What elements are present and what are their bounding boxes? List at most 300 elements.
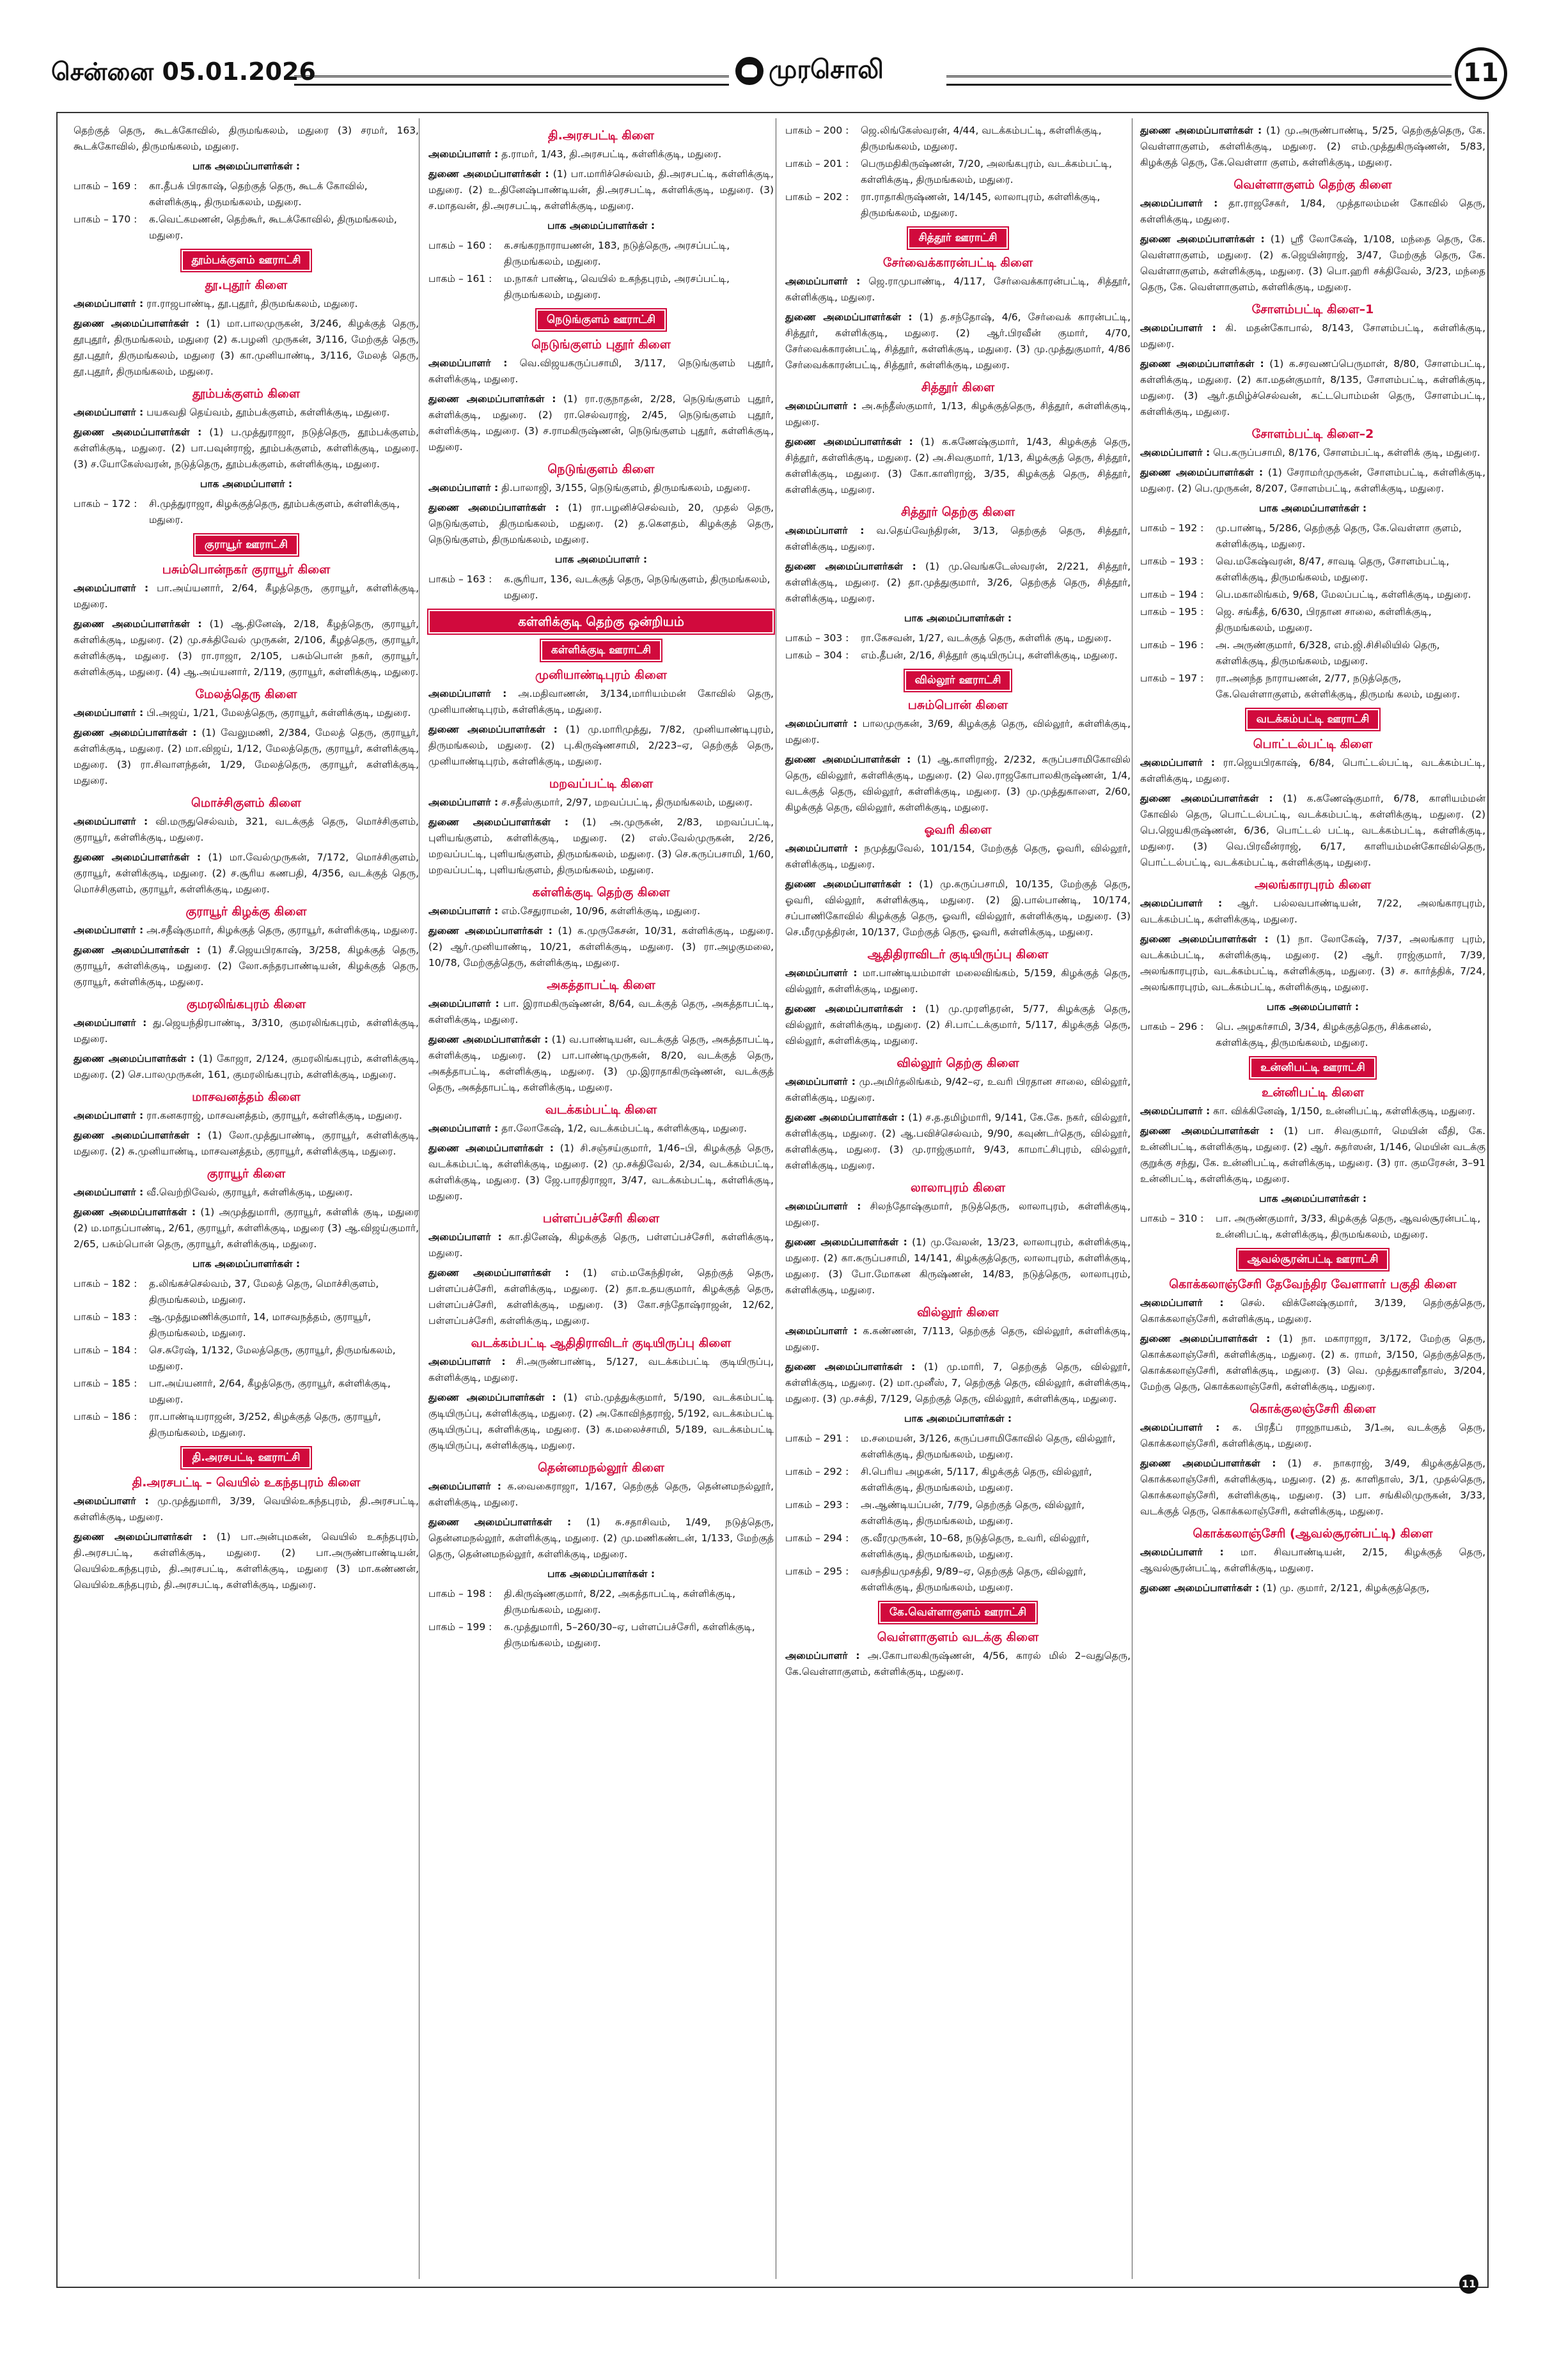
booth-number: பாகம் – 292 : (785, 1466, 849, 1477)
branch-heading: அகத்தாபட்டி கிளை (547, 978, 655, 992)
entry-text: கா. விக்கினேஷ், 1/150, உன்னிபட்டி, கள்ளிக்குடி, மதுரை. (1210, 1105, 1476, 1117)
branch-heading: உன்னிபட்டி கிளை (1261, 1085, 1365, 1100)
role-label: துணை அமைப்பாளர்கள் : (1140, 1458, 1276, 1469)
brand (735, 55, 884, 88)
entry-text: (1) பா.அன்புமகன், வெயில் உகந்தபுரம், தி.அரசபட்டி, கள்ளிக்குடி, மதுரை. (2) பா.அருண்பாண்டியன், வெயில்உகந்தபுரம், தி.அரசபட்டி, கள்ளிக்குடி, மதுரை (3) மா.கண்ணன், வெயில்உகந்தபுரம், தி.அரசபட்டி, கள்ளிக்குடி, மதுரை. (74, 1531, 419, 1591)
role-label: துணை அமைப்பாளர்கள் : (1140, 233, 1265, 245)
booth-entry (785, 123, 1131, 155)
entry-paragraph (74, 123, 419, 155)
entry-paragraph (428, 1265, 774, 1329)
booth-number: பாகம் – 197 : (1140, 673, 1204, 684)
section-banner: கள்ளிக்குடி தெற்கு ஒன்றியம் (428, 610, 774, 634)
column-3 (785, 121, 1131, 1684)
role-label: துணை அமைப்பாளர்கள் : (1140, 1125, 1274, 1137)
booth-number: பாகம் – 202 : (785, 191, 849, 203)
branch-heading: வெள்ளாகுளம் வடக்கு கிளை (877, 1630, 1039, 1644)
entry-paragraph (785, 1074, 1131, 1106)
entry-paragraph (428, 903, 774, 919)
entry-paragraph (74, 705, 419, 721)
booth-entry (74, 1376, 419, 1408)
entry-text: (1) சி.சஞ்சய்குமார், 1/46–பி, கிழக்குத் தெரு, வடக்கம்பட்டி, கள்ளிக்குடி, மதுரை. (2) மு.சக்திவேல், 2/34, வடக்கம்பட்டி, கள்ளிக்குடி, மதுரை. (3) ஜே.பாரதிராஜா, 3/47, வடக்கம்பட்டி, கள்ளிக்குடி, மதுரை. (428, 1142, 774, 1202)
booth-entry (74, 496, 419, 528)
entry-paragraph (1140, 1103, 1485, 1119)
role-label: துணை அமைப்பாளர்கள் : (428, 393, 556, 405)
booth-organizer: வெ.மகேஷ்வரன், 8/47, சாவடி தெரு, சோளம்பட்டி, கள்ளிக்குடி, திருமங்கலம், மதுரை. (1216, 556, 1450, 583)
role-label: அமைப்பாளர் : (785, 525, 865, 536)
entry-text: (1) வேலுமணி, 2/384, மேலத் தெரு, குராயூர், கள்ளிக்குடி, மதுரை. (2) மா.விஜய், 1/12, மேலத்தெரு, குராயூர், கள்ளிக்குடி, மதுரை. (3) ரா.சிவாளந்தன், 1/29, மேலத்தெரு, குராயூர், கள்ளிக்குடி, மதுரை. (74, 727, 419, 786)
entry-paragraph (428, 722, 774, 770)
entry-paragraph (428, 814, 774, 878)
role-label: அமைப்பாளர் : (428, 357, 508, 369)
entry-text: (1) அ.முருகன், 2/83, மறவப்பட்டி, புளியங்குளம், கள்ளிக்குடி, மதுரை. (2) எஸ்.வேல்முருகன், 2/26, மறவப்பட்டி, புளியங்குளம், திருமங்கலம், மதுரை. (3) செ.கருப்பசாமி, 1/60, மறவப்பட்டி, புளியங்குளம், திருமங்கலம், மதுரை. (428, 816, 774, 876)
entry-paragraph (785, 716, 1131, 748)
booth-organizer: த.லிங்கச்செல்வம், 37, மேலத் தெரு, மொச்சிகுளம், திருமங்கலம், மதுரை. (149, 1278, 379, 1305)
entry-text: (1) ஆ.காளிராஜ், 2/232, கருப்பசாமிகோவில் தெரு, வில்லூர், கள்ளிக்குடி, மதுரை. (2) லெ.ராஜகோபாலகிருஷ்ணன், 1/4, வடக்குத் தெரு, வில்லூர், கள்ளிக்குடி, மதுரை. (3) மு.முத்துகாளை, 2/60, கிழக்குத் தெரு, வில்லூர், கள்ளிக்குடி, மதுரை. (785, 754, 1131, 813)
entry-text: ச.சதீஸ்குமார், 2/97, மறவப்பட்டி, திருமங்கலம், மதுரை. (498, 797, 753, 808)
role-label: துணை அமைப்பாளர்கள் : (428, 502, 560, 513)
entry-paragraph (1140, 123, 1485, 171)
entry-text: (1) மு.வேலன், 13/23, லாலாபுரம், கள்ளிக்குடி, மதுரை. (2) கா.கருப்பசாமி, 14/141, கிழக்குத்தெரு, லாலாபுரம், கள்ளிக்குடி, மதுரை. (3) போ.மோகன கிருஷ்ணன், 14/83, நடுத்தெரு, லாலாபுரம், கள்ளிக்குடி, மதுரை. (785, 1236, 1131, 1296)
role-label: அமைப்பாளர் : (785, 1650, 860, 1661)
branch-heading: பொட்டல்பட்டி கிளை (1253, 737, 1373, 751)
entry-text: க. பிரதீப் ராஜநாயகம், 3/1அ, வடக்குத் தெரு, கொக்கலாஞ்சேரி, கள்ளிக்குடி, மதுரை. (1140, 1422, 1485, 1449)
entry-text: (1) நா. லோகேஷ், 7/37, அலங்கார புரம், வடக்கம்பட்டி, கள்ளிக்குடி, மதுரை. (2) ஆர். ராஜ்குமார், 7/39, அலங்காரபுரம், வடக்கம்பட்டி, கள்ளிக்குடி, மதுரை. (3) ச. கார்த்திக், 7/24, அலங்காரபுரம், வடக்கம்பட்டி, கள்ளிக்குடி, மதுரை. (1140, 933, 1486, 993)
entry-text: (1) கோஜா, 2/124, குமரலிங்கபுரம், கள்ளிக்குடி, மதுரை. (2) செ.பாலமுருகன், 161, குமரலிங்கபுரம், கள்ளிக்குடி, மதுரை. (74, 1053, 419, 1080)
booth-organizer: க.வெட்கமணன், தெற்கூர், கூடக்கோவில், திருமங்கலம், மதுரை. (149, 214, 397, 241)
booth-entry (428, 238, 774, 270)
entry-text: மு.முத்துமாரி, 3/39, வெயில்உகந்தபுரம், தி.அரசபட்டி, கள்ளிக்குடி, மதுரை. (74, 1495, 419, 1523)
role-label: துணை அமைப்பாளர்கள் : (74, 618, 202, 630)
entry-paragraph (785, 559, 1131, 607)
entry-paragraph (785, 434, 1131, 498)
entry-paragraph (74, 1051, 419, 1083)
section-banner: கே.வெள்ளாகுளம் ஊராட்சி (879, 1602, 1037, 1623)
section-banner: கள்ளிக்குடி ஊராட்சி (541, 640, 661, 661)
entry-paragraph (785, 752, 1131, 816)
branch-heading: குராயூர் கிளை (207, 1167, 286, 1181)
booth-organizer: தி.கிருஷ்ணகுமார், 8/22, அகத்தாபட்டி, கள்ளிக்குடி, திருமங்கலம், மதுரை. (504, 1588, 736, 1615)
booth-organizer: மு.பாண்டி, 5/286, தெற்குத் தெரு, கே.வெள்ளா குளம், கள்ளிக்குடி, மதுரை. (1216, 522, 1462, 550)
entry-text: கி. மதன்கோபால், 8/143, சோளம்பட்டி, கள்ளிக்குடி, மதுரை. (1140, 322, 1486, 350)
entry-text: ரா.ஜெயபிரகாஷ், 6/84, பொட்டல்பட்டி, வடக்கம்பட்டி, கள்ளிக்குடி, மதுரை. (1140, 757, 1485, 784)
rising-sun-logo-icon (735, 57, 764, 85)
entry-text: பா.அய்யனார், 2/64, கீழத்தெரு, குராயூர், கள்ளிக்குடி, மதுரை. (74, 582, 419, 610)
booth-number: பாகம் – 201 : (785, 158, 849, 169)
role-label: அமைப்பாளர் : (785, 1201, 861, 1212)
branch-heading: தென்னமநல்லூர் கிளை (538, 1461, 664, 1475)
entry-paragraph (785, 1001, 1131, 1049)
role-label: அமைப்பாளர் : (428, 148, 499, 160)
role-label: அமைப்பாளர் : (428, 797, 499, 808)
booth-number: பாகம் – 184 : (74, 1344, 137, 1356)
column-4 (1140, 121, 1485, 1600)
booth-organizer: ஜெ.லிங்கேஸ்வரன், 4/44, வடக்கம்பட்டி, கள்ளிக்குடி, திருமங்கலம், மதுரை. (861, 125, 1102, 152)
edition-date: சென்னை 05.01.2026 (51, 58, 316, 86)
branch-heading: சோளம்பட்டி கிளை–2 (1251, 427, 1374, 441)
booth-entry (1140, 604, 1485, 636)
role-label: அமைப்பாளர் : (428, 1356, 506, 1367)
entry-text: வி.மருதுசெல்வம், 321, வடக்குத் தெரு, மொச்சிகுளம், குராயூர், கள்ளிக்குடி, மதுரை. (74, 816, 419, 843)
role-label: துணை அமைப்பாளர்கள் : (785, 1003, 916, 1015)
booth-organizer: ரா.ராதாகிருஷ்ணன், 14/145, லாலாபுரம், கள்ளிக்குடி, திருமங்கலம், மதுரை. (861, 191, 1100, 219)
masthead (38, 45, 1503, 102)
entry-text: (1) மு.வெங்கடேஸ்வரன், 2/221, சித்தூர், கள்ளிக்குடி, மதுரை. (2) தா.முத்துகுமார், 3/26, தெற்குத் தெரு, சித்தூர், கள்ளிக்குடி, மதுரை. (785, 561, 1131, 604)
entry-paragraph (1140, 1123, 1485, 1187)
role-label: துணை அமைப்பாளர்கள் : (74, 1531, 207, 1543)
entry-text: செல். விக்னேஷ்குமார், 3/139, தெற்குத்தெரு, கொக்கலாஞ்சேரி, கள்ளிக்குடி, மதுரை. (1140, 1297, 1485, 1325)
role-label: அமைப்பாளர் : (74, 1186, 144, 1198)
role-label: அமைப்பாளர் : (74, 1017, 147, 1029)
booth-number: பாகம் – 200 : (785, 125, 849, 136)
booth-entry (785, 630, 1131, 646)
role-label: அமைப்பாளர் : (1140, 757, 1215, 768)
entry-text: (1) சீ.ஜெயபிரகாஷ், 3/258, கிழக்குத் தெரு, குராயூர், கள்ளிக்குடி, மதுரை. (2) லோ.சுந்தரபாண்டியன், கிழக்குத் தெரு, குராயூர், கள்ளிக்குடி, மதுரை. (74, 944, 419, 988)
entry-text: ரா.கனகராஜ், மாசவனத்தம், குராயூர், கள்ளிக்குடி, மதுரை. (143, 1110, 402, 1121)
entry-text: ஜெ.ராமுபாண்டி, 4/117, சேர்வைக்காரன்பட்டி, சித்தூர், கள்ளிக்குடி, மதுரை. (785, 276, 1131, 303)
role-label: துணை அமைப்பாளர்கள் : (74, 1130, 201, 1141)
entry-paragraph (1140, 1544, 1485, 1576)
entry-paragraph (1140, 1456, 1485, 1520)
branch-heading: தூம்பக்குளம் கிளை (192, 387, 301, 401)
entry-text: வ.தெய்வேந்திரன், 3/13, தெற்குத் தெரு, சித்தூர், கள்ளிக்குடி, மதுரை. (785, 525, 1131, 552)
booth-entry (428, 1619, 774, 1651)
entry-paragraph (1140, 931, 1485, 995)
footer-page-number: 11 (1459, 2275, 1478, 2294)
role-label: அமைப்பாளர் : (1140, 322, 1216, 334)
entry-paragraph (785, 1323, 1131, 1355)
branch-heading: தூ.புதூர் கிளை (205, 278, 288, 292)
entry-paragraph (74, 1529, 419, 1593)
entry-paragraph (428, 355, 774, 387)
entry-paragraph (785, 1199, 1131, 1231)
entry-paragraph (785, 398, 1131, 430)
booth-entry (1140, 671, 1485, 703)
role-label: அமைப்பாளர் : (1140, 1422, 1220, 1433)
entry-text: மு.அமிர்தலிங்கம், 9/42–ஏ, உவரி பிரதான சாலை, வில்லூர், கள்ளிக்குடி, மதுரை. (785, 1076, 1131, 1103)
booth-entry (1140, 587, 1485, 603)
role-label: துணை அமைப்பாளர்கள் : (1140, 125, 1262, 136)
role-label: அமைப்பாளர் : (428, 482, 499, 494)
entry-paragraph (428, 1354, 774, 1386)
entry-paragraph (428, 391, 774, 455)
role-label: துணை அமைப்பாளர்கள் : (785, 436, 913, 447)
entry-paragraph (1140, 755, 1485, 787)
entry-text: அ.மதிவாணன், 3/134,மாரியம்மன் கோவில் தெரு, முனியாண்டிபுரம், கள்ளிக்குடி, மதுரை. (428, 688, 774, 715)
entry-paragraph (428, 795, 774, 811)
entry-text: (1) மா.வேல்முருகன், 7/172, மொச்சிகுளம், குராயூர், கள்ளிக்குடி, மதுரை. (2) ச.சூரிய கணபதி, 4/356, வடக்குத் தெரு, மொச்சிகுளம், குராயூர், கள்ளிக்குடி, மதுரை. (74, 852, 419, 895)
entry-text: சி.அருண்பாண்டி, 5/127, வடக்கம்பட்டி குடியிருப்பு, கள்ளிக்குடி, மதுரை. (428, 1356, 774, 1383)
booth-entry (785, 1431, 1131, 1463)
entry-paragraph (428, 166, 774, 214)
entry-paragraph (785, 1234, 1131, 1298)
booth-entry (428, 271, 774, 303)
entry-paragraph (74, 296, 419, 312)
booth-number: பாகம் – 182 : (74, 1278, 137, 1289)
branch-heading: வெள்ளாகுளம் தெற்கு கிளை (1234, 178, 1392, 192)
role-label: துணை அமைப்பாளர்கள் : (74, 727, 197, 738)
booth-number: பாகம் – 185 : (74, 1378, 137, 1389)
entry-text: அ.சதீஷ்குமார், கிழக்குத் தெரு, குராயூர், கள்ளிக்குடி, மதுரை. (143, 924, 418, 936)
role-label: அமைப்பாளர் : (785, 843, 858, 854)
entry-text: (1) ப.முத்துராஜா, நடுத்தெரு, தூம்பக்குளம், கள்ளிக்குடி, மதுரை. (2) பா.பவுன்ராஜ், தூம்பக்குளம், கள்ளிக்குடி, மதுரை. (3) ச.யோகேஸ்வரன், நடுத்தெரு, தூம்பக்குளம், கள்ளிக்குடி, மதுரை. (74, 426, 419, 470)
branch-heading: மறவப்பட்டி கிளை (549, 777, 654, 791)
entry-paragraph (428, 923, 774, 971)
booth-entry (1140, 1211, 1485, 1243)
booth-number: பாகம் – 291 : (785, 1433, 849, 1444)
masthead-rule-right (946, 75, 1452, 86)
role-label: அமைப்பாளர் : (785, 400, 857, 412)
role-label: துணை அமைப்பாளர்கள் : (74, 1053, 195, 1064)
subheading: பாக அமைப்பாளர்கள் : (1258, 502, 1367, 514)
booth-entry (1140, 1019, 1485, 1051)
entry-paragraph (74, 316, 419, 380)
role-label: அமைப்பாளர் : (1140, 1105, 1210, 1117)
booth-number: பாகம் – 198 : (428, 1588, 492, 1599)
column-1 (74, 121, 419, 1597)
entry-text: தா.ராஜசேகர், 1/84, முத்தாலம்மன் கோவில் தெரு, கள்ளிக்குடி, மதுரை. (1140, 198, 1485, 225)
entry-text: தி.பாலாஜி, 3/155, நெடுங்குளம், திருமங்கலம், மதுரை. (498, 482, 751, 494)
section-banner: குராயூர் ஊராட்சி (194, 534, 298, 556)
booth-organizer: ஆ.முத்துமணிக்குமார், 14, மாசவநத்தம், குராயூர், திருமங்கலம், மதுரை. (149, 1311, 372, 1339)
entry-paragraph (74, 850, 419, 898)
entry-paragraph (74, 580, 419, 612)
booth-number: பாகம் – 160 : (428, 240, 492, 251)
booth-organizer: ரா.பாண்டியராஜன், 3/252, கிழக்குத் தெரு, குராயூர், திருமங்கலம், மதுரை. (149, 1411, 381, 1438)
branch-heading: பசும்பொன் கிளை (907, 698, 1008, 712)
entry-text: (1) சு.சதாசிவம், 1/49, நடுத்தெரு, தென்னமநல்லூர், கள்ளிக்குடி, மதுரை. (2) மு.மணிகண்டன், 1/133, மேற்குத் தெரு, தென்னமநல்லூர், கள்ளிக்குடி, மதுரை. (428, 1516, 774, 1560)
entry-text: (1) மு.மாரி, 7, தெற்குத் தெரு, வில்லூர், கள்ளிக்குடி, மதுரை. (2) மா.முனீஸ், 7, தெற்குத் தெரு, வில்லூர், கள்ளிக்குடி, மதுரை. (3) மு.சக்தி, 7/129, தெற்குத் தெரு, வில்லூர், கள்ளிக்குடி, மதுரை. (785, 1361, 1131, 1404)
entry-text: (1) மு.அருண்பாண்டி, 5/25, தெற்குத்தெரு, கே. வெள்ளாகுளம், கள்ளிக்குடி, மதுரை. (2) எம்.முத்துகிருஷ்ணன், 5/83, கிழக்குத் தெரு, கே.வெள்ளா குளம், கள்ளிக்குடி, மதுரை. (1140, 125, 1486, 168)
booth-entry (785, 1564, 1131, 1596)
entry-text: சிலந்தோஷ்குமார், நடுத்தெரு, லாலாபுரம், கள்ளிக்குடி, மதுரை. (785, 1201, 1131, 1228)
booth-organizer: அ. அருண்குமார், 6/328, எம்.ஜி.சிசிலியில் தெரு, கள்ளிக்குடி, திருமங்கலம், மதுரை. (1216, 639, 1440, 667)
booth-number: பாகம் – 163 : (428, 573, 492, 585)
branch-heading: அலங்காரபுரம் கிளை (1255, 878, 1371, 892)
booth-number: பாகம் – 196 : (1140, 639, 1204, 651)
branch-heading: தி.அரசபட்டி கிளை (548, 128, 654, 143)
branch-heading: மாசவனத்தம் கிளை (192, 1090, 301, 1104)
booth-number: பாகம் – 296 : (1140, 1021, 1204, 1032)
role-label: அமைப்பாளர் : (428, 1231, 502, 1243)
booth-number: பாகம் – 169 : (74, 180, 137, 192)
booth-organizer: ம.சமையன், 3/126, கருப்பசாமிகோவில் தெரு, வில்லூர், கள்ளிக்குடி, திருமங்கலம், மதுரை. (861, 1433, 1116, 1460)
role-label: அமைப்பாளர் : (785, 276, 861, 287)
entry-paragraph (1140, 465, 1485, 497)
booth-organizer: அ.ஆண்டியப்பன், 7/79, தெற்குத் தெரு, வில்லூர், கள்ளிக்குடி, திருமங்கலம், மதுரை. (861, 1499, 1085, 1527)
booth-number: பாகம் – 194 : (1140, 589, 1204, 600)
booth-entry (1140, 520, 1485, 552)
role-label: அமைப்பாளர் : (1140, 1546, 1224, 1558)
booth-entry (74, 178, 419, 210)
role-label: துணை அமைப்பாளர்கள் : (1140, 467, 1264, 478)
entry-text: (1) ச. நாகராஜ், 3/49, கிழக்குத்தெரு, கொக்கலாஞ்சேரி, கள்ளிக்குடி, மதுரை. (2) த. காளிதாஸ், 3/1, முதல்தெரு, கொக்கலாஞ்சேரி, கள்ளிக்குடி, மதுரை. (3) பா. சங்கிலிமுருகன், 3/33, வடக்குத் தெரு, கொக்கலாஞ்சேரி, கள்ளிக்குடி, மதுரை. (1140, 1458, 1485, 1517)
entry-text: (1) அமுத்துமாரி, குராயூர், கள்ளிக் குடி, மதுரை (2) ம.மாதப்பாண்டி, 2/61, குராயூர், கள்ளிக்குடி, மதுரை (3) ஆ.விஜய்குமார், 2/65, பசும்பொன் தெரு, குராயூர், கள்ளிக்குடி, மதுரை. (74, 1206, 419, 1250)
booth-entry (74, 1276, 419, 1308)
booth-number: பாகம் – 304 : (785, 649, 849, 661)
entry-paragraph (785, 274, 1131, 306)
role-label: அமைப்பாளர் : (1140, 898, 1223, 909)
booth-organizer: செ.சுரேஷ், 1/132, மேலத்தெரு, குராயூர், திருமங்கலம், மதுரை. (149, 1344, 396, 1372)
role-label: அமைப்பாளர் : (74, 1110, 144, 1121)
booth-entry (74, 1342, 419, 1374)
role-label: துணை அமைப்பாளர்கள் : (785, 1112, 905, 1123)
branch-heading: வில்லூர் கிளை (917, 1305, 999, 1319)
booth-organizer: ரா.கேசவன், 1/27, வடக்குத் தெரு, கள்ளிக் குடி, மதுரை. (861, 632, 1112, 644)
entry-paragraph (1140, 896, 1485, 928)
booth-organizer: க.முத்துமாரி, 5–260/30–ஏ, பள்ளப்பச்சேரி, கள்ளிக்குடி, திருமங்கலம், மதுரை. (504, 1621, 755, 1649)
entry-text: நமுத்துவேல், 101/154, மேற்குத் தெரு, ஓவரி, வில்லூர், கள்ளிக்குடி, மதுரை. (785, 843, 1131, 870)
entry-text: (1) வ.பாண்டியன், வடக்குத் தெரு, அகத்தாபட்டி, கள்ளிக்குடி, மதுரை. (2) பா.பாண்டிமுருகன், 8/20, வடக்குத் தெரு, அகத்தாபட்டி, கள்ளிக்குடி, மதுரை. (3) மு.இராதாகிருஷ்ணன், வடக்குத் தெரு, அகத்தாபட்டி, கள்ளிக்குடி, மதுரை. (428, 1034, 774, 1093)
booth-organizer: சி.பெரிய அழகன், 5/117, கிழக்குத் தெரு, வில்லூர், கள்ளிக்குடி, திருமங்கலம், மதுரை. (861, 1466, 1092, 1493)
entry-paragraph (1140, 1420, 1485, 1452)
role-label: துணை அமைப்பாளர்கள் : (1140, 933, 1269, 945)
branch-heading: லாலாபுரம் கிளை (911, 1181, 1005, 1195)
role-label: துணை அமைப்பாளர்கள் : (1140, 1582, 1260, 1594)
subheading: பாக அமைப்பாளர்கள் : (547, 220, 655, 231)
branch-heading: குமரலிங்கபுரம் கிளை (186, 997, 306, 1011)
booth-entry (1140, 554, 1485, 586)
entry-text: (1) பா.மாரிச்செல்வம், தி.அரசபட்டி, கள்ளிக்குடி, மதுரை. (2) உ.தினேஷ்பாண்டியன், தி.அரசபட்டி, கள்ளிக்குடி, மதுரை. (3) ச.மாதவன், தி.அரசபட்டி, கள்ளிக்குடி, மதுரை. (428, 168, 774, 212)
booth-organizer: பா.அய்யனார், 2/64, கீழத்தெரு, குராயூர், கள்ளிக்குடி, மதுரை. (149, 1378, 391, 1405)
entry-paragraph (74, 1204, 419, 1252)
booth-entry (428, 572, 774, 603)
role-label: அமைப்பாளர் : (74, 582, 149, 594)
entry-text: அ.சுந்தீஸ்குமார், 1/13, கிழக்குத்தெரு, சித்தூர், கள்ளிக்குடி, மதுரை. (785, 400, 1131, 428)
entry-text: (1) மு.கருப்பசாமி, 10/135, மேற்குத் தெரு, ஓவரி, வில்லூர், கள்ளிக்குடி, மதுரை. (2) இ.பால்பாண்டி, 10/174, சப்பாணிகோவில் கிழக்குத் தெரு, ஓவரி, வில்லூர், கள்ளிக்குடி, மதுரை. (3) செ.மீரமுத்திரன், 10/137, மேற்குத் தெரு, ஓவரி, கள்ளிக்குடி, மதுரை. (785, 878, 1131, 938)
entry-text: க.கண்ணன், 7/113, தெற்குத் தெரு, வில்லூர், கள்ளிக்குடி, மதுரை. (785, 1325, 1131, 1353)
booth-entry (428, 1586, 774, 1618)
booth-number: பாகம் – 199 : (428, 1621, 492, 1633)
entry-paragraph (74, 424, 419, 472)
entry-paragraph (428, 1140, 774, 1204)
entry-text: பெ.கருப்பசாமி, 8/176, சோளம்பட்டி, கள்ளிக் குடி, மதுரை. (1210, 447, 1480, 458)
subheading: பாக அமைப்பாளர்கள் : (1258, 1193, 1367, 1204)
subheading: பாக அமைப்பாளர் : (200, 478, 293, 490)
role-label: துணை அமைப்பாளர்கள் : (428, 1142, 554, 1154)
booth-number: பாகம் – 310 : (1140, 1213, 1204, 1224)
entry-paragraph (428, 1032, 774, 1096)
role-label: துணை அமைப்பாளர்கள் : (74, 944, 201, 956)
branch-heading: சோளம்பட்டி கிளை–1 (1251, 302, 1374, 316)
booth-entry (785, 1497, 1131, 1529)
role-label: அமைப்பாளர் : (74, 407, 144, 418)
entry-text: தெற்குத் தெரு, கூடக்கோவில், திருமங்கலம், மதுரை (3) சரமர், 163, கூடக்கோவில், திருமங்கலம், மதுரை. (74, 125, 419, 152)
column-2 (428, 121, 774, 1653)
branch-heading: கொக்கலாஞ்சேரி (ஆவல்சூரன்பட்டி) கிளை (1193, 1527, 1433, 1541)
branch-heading: வடக்கம்பட்டி கிளை (545, 1103, 657, 1117)
role-label: துணை அமைப்பாளர்கள் : (428, 724, 558, 735)
booth-number: பாகம் – 183 : (74, 1311, 137, 1323)
section-banner: சித்தூர் ஊராட்சி (908, 228, 1007, 249)
entry-paragraph (1140, 791, 1485, 871)
entry-paragraph (74, 922, 419, 938)
booth-number: பாகம் – 192 : (1140, 522, 1204, 534)
branch-heading: கள்ளிக்குடி தெற்கு கிளை (532, 885, 670, 899)
subheading: பாக அமைப்பாளர் : (554, 554, 648, 565)
entry-paragraph (1140, 231, 1485, 295)
role-label: அமைப்பாளர் : (785, 967, 858, 979)
subheading: பாக அமைப்பாளர்கள் : (192, 160, 301, 172)
entry-paragraph (74, 942, 419, 990)
entry-paragraph (428, 1390, 774, 1454)
booth-entry (785, 1530, 1131, 1562)
branch-heading: நெடுங்குளம் கிளை (547, 462, 655, 476)
role-label: துணை அமைப்பாளர்கள் : (428, 816, 569, 828)
branch-heading: பசும்பொன்நகர் குராயூர் கிளை (162, 563, 331, 577)
booth-number: பாகம் – 303 : (785, 632, 849, 644)
role-label: அமைப்பாளர் : (74, 816, 148, 827)
role-label: துணை அமைப்பாளர்கள் : (428, 1267, 569, 1279)
booth-organizer: க.சூரியா, 136, வடக்குத் தெரு, நெடுங்குளம், திருமங்கலம், மதுரை. (504, 573, 771, 601)
entry-paragraph (428, 996, 774, 1028)
entry-paragraph (428, 1514, 774, 1562)
entry-text: மா. சிவபாண்டியன், 2/15, கிழக்குத் தெரு, ஆவல்சூரன்பட்டி, கள்ளிக்குடி, மதுரை. (1140, 1546, 1485, 1574)
booth-organizer: பெருமதிகிருஷ்ணன், 7/20, அலங்கபுரம், வடக்கம்பட்டி, கள்ளிக்குடி, திருமங்கலம், மதுரை. (861, 158, 1112, 185)
entry-text: து.ஜெயந்திரபாண்டி, 3/310, குமரலிங்கபுரம், கள்ளிக்குடி, மதுரை. (74, 1017, 419, 1045)
role-label: துணை அமைப்பாளர்கள் : (785, 561, 916, 572)
role-label: அமைப்பாளர் : (74, 298, 144, 309)
role-label: துணை அமைப்பாளர்கள் : (785, 311, 912, 323)
entry-text: வீ.வெற்றிவேல், குராயூர், கள்ளிக்குடி, மதுரை. (143, 1186, 353, 1198)
entry-paragraph (74, 1108, 419, 1124)
booth-organizer: பெ. அழகர்சாமி, 3/34, கிழக்குத்தெரு, சிக்கனல், கள்ளிக்குடி, திருமங்கலம், மதுரை. (1216, 1021, 1432, 1048)
booth-organizer: வசந்தியமுசத்தி, 9/89–ஏ, தெற்குத் தெரு, வில்லூர், கள்ளிக்குடி, திருமங்கலம், மதுரை. (861, 1566, 1086, 1593)
entry-paragraph (74, 616, 419, 680)
branch-heading: ஆதிதிராவிடர் குடியிருப்பு கிளை (867, 947, 1049, 961)
entry-paragraph (1140, 356, 1485, 420)
entry-text: (1) ரா.ரகுநாதன், 2/28, நெடுங்குளம் புதூர், கள்ளிக்குடி, மதுரை. (2) ரா.செல்வராஜ், 2/45, நெடுங்குளம் புதூர், கள்ளிக்குடி, மதுரை. (3) ச.ராமகிருஷ்ணன், நெடுங்குளம் புதூர், கள்ளிக்குடி, மதுரை. (428, 393, 774, 453)
entry-paragraph (785, 1359, 1131, 1407)
entry-paragraph (1140, 445, 1485, 461)
entry-text: பி.அஜய், 1/21, மேலத்தெரு, குராயூர், கள்ளிக்குடி, மதுரை. (143, 707, 411, 719)
entry-paragraph (1140, 1295, 1485, 1327)
booth-organizer: கா.தீபக் பிரகாஷ், தெற்குத் தெரு, கூடக் கோவில், கள்ளிக்குடி, திருமங்கலம், மதுரை. (149, 180, 368, 208)
entry-text: (1) பா. சிவகுமார், மெயின் வீதி, கே. உன்னிபட்டி, கள்ளிக்குடி, மதுரை. (2) ஆர். சுதர்ஸன், 1/146, மெயின் வடக்கு குறுக்கு சந்து, கே. உன்னிபட்டி, கள்ளிக்குடி, மதுரை. (3) ரா. குமரேசன், 3–91 உன்னிபட்டி, கள்ளிக்குடி, மதுரை. (1140, 1125, 1485, 1185)
section-banner: நெடுங்குளம் ஊராட்சி (537, 309, 666, 331)
branch-heading: சித்தூர் தெற்கு கிளை (901, 505, 1015, 519)
role-label: துணை அமைப்பாளர்கள் : (428, 1392, 556, 1403)
role-label: துணை அமைப்பாளர்கள் : (785, 1361, 916, 1373)
booth-entry (785, 189, 1131, 221)
booth-organizer: ஜெ. சங்கீத், 6/630, பிரதான சாலை, கள்ளிக்குடி, திருமங்கலம், மதுரை. (1216, 606, 1432, 634)
role-label: அமைப்பாளர் : (428, 1123, 499, 1134)
subheading: பாக அமைப்பாளர்கள் : (192, 1258, 301, 1270)
role-label: துணை அமைப்பாளர்கள் : (428, 1034, 549, 1045)
booth-organizer: க.சங்கரநாராயணன், 183, நடுத்தெரு, அரசப்பட்டி, திருமங்கலம், மதுரை. (504, 240, 730, 267)
role-label: அமைப்பாளர் : (428, 688, 507, 699)
section-banner: வடக்கம்பட்டி ஊராட்சி (1246, 709, 1380, 730)
page-number: 11 (1455, 47, 1507, 100)
entry-paragraph (428, 480, 774, 496)
branch-heading: கொக்கலாஞ்சேரி தேவேந்திர வேளாளர் பகுதி கிளை (1169, 1277, 1457, 1291)
entry-text: வெ.விஜயகருப்பசாமி, 3/117, நெடுங்குளம் புதூர், கள்ளிக்குடி, மதுரை. (428, 357, 774, 385)
role-label: அமைப்பாளர் : (1140, 447, 1210, 458)
entry-paragraph (428, 686, 774, 718)
entry-text: (1) நா. மகாராஜா, 3/172, மேற்கு தெரு, கொக்கலாஞ்சேரி, கள்ளிக்குடி, மதுரை. (2) க. ராமர், 3/150, தெற்குத்தெரு, கொக்கலாஞ்சேரி, கள்ளிக்குடி, மதுரை. (3) வெ. முத்துகாளீதாஸ், 3/204, மேற்கு தெரு, கொக்கலாஞ்சேரி, கள்ளிக்குடி, மதுரை. (1140, 1333, 1485, 1392)
branch-heading: சேர்வைக்காரன்பட்டி கிளை (882, 256, 1033, 270)
entry-paragraph (785, 1648, 1131, 1680)
entry-paragraph (428, 1479, 774, 1511)
booth-number: பாகம் – 170 : (74, 214, 137, 225)
role-label: அமைப்பாளர் : (428, 905, 499, 917)
entry-paragraph (428, 500, 774, 548)
entry-paragraph (785, 1110, 1131, 1174)
role-label: அமைப்பாளர் : (428, 1481, 501, 1492)
entry-paragraph (1140, 196, 1485, 228)
branch-heading: வில்லூர் தெற்கு கிளை (897, 1056, 1019, 1070)
branch-heading: தி.அரசபட்டி – வெயில் உகந்தபுரம் கிளை (132, 1475, 361, 1489)
role-label: துணை அமைப்பாளர்கள் : (74, 852, 201, 863)
